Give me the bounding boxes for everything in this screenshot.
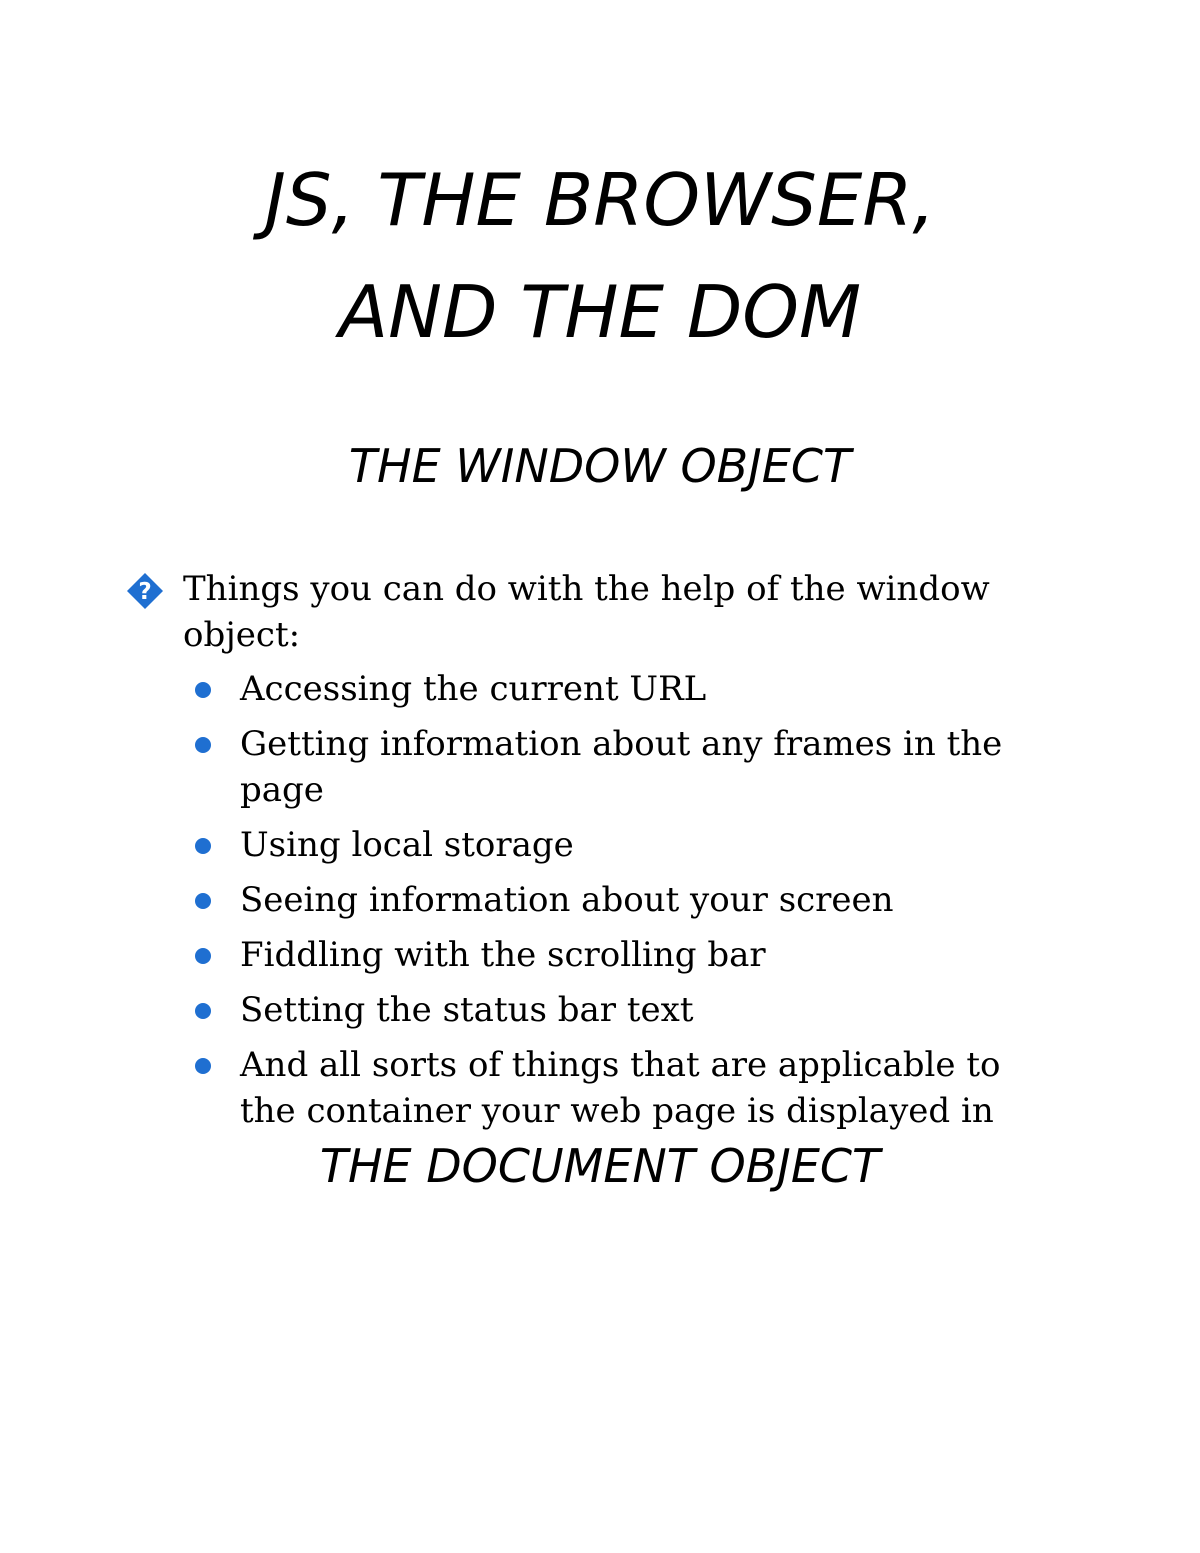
list-item-text: Using local storage [240,825,574,865]
list-item [190,721,1030,813]
list-item-text: Setting the status bar text [240,990,694,1030]
document-title-line-2: AND THE DOM [338,270,862,354]
section-heading-document-object: THE DOCUMENT OBJECT [319,1139,881,1193]
list-item [190,666,1030,712]
bullet-dot-icon [195,1003,211,1019]
list-item-text: And all sorts of things that are applicable to the container your web page is displayed in [240,1045,1001,1131]
window-features-list [190,666,1030,1143]
svg-text:?: ? [138,579,152,605]
list-item [190,877,1030,923]
lead-text: Things you can do with the help of the window object: [183,569,990,655]
list-item-text: Accessing the current URL [240,669,707,709]
list-item [190,987,1030,1033]
list-item [190,822,1030,868]
list-item-text: Fiddling with the scrolling bar [240,935,766,975]
bullet-dot-icon [195,682,211,698]
diamond-question-icon [126,572,164,610]
bullet-dot-icon [195,948,211,964]
bullet-dot-icon [195,737,211,753]
list-item [190,1042,1030,1134]
bullet-dot-icon [195,893,211,909]
bullet-dot-icon [195,1058,211,1074]
list-item-text: Getting information about any frames in the page [240,724,1003,810]
list-item [190,932,1030,978]
document-title-line-1: JS, THE BROWSER, [264,158,936,242]
section-heading-window-object: THE WINDOW OBJECT [348,439,852,493]
list-item-text: Seeing information about your screen [240,880,894,920]
bullet-dot-icon [195,838,211,854]
